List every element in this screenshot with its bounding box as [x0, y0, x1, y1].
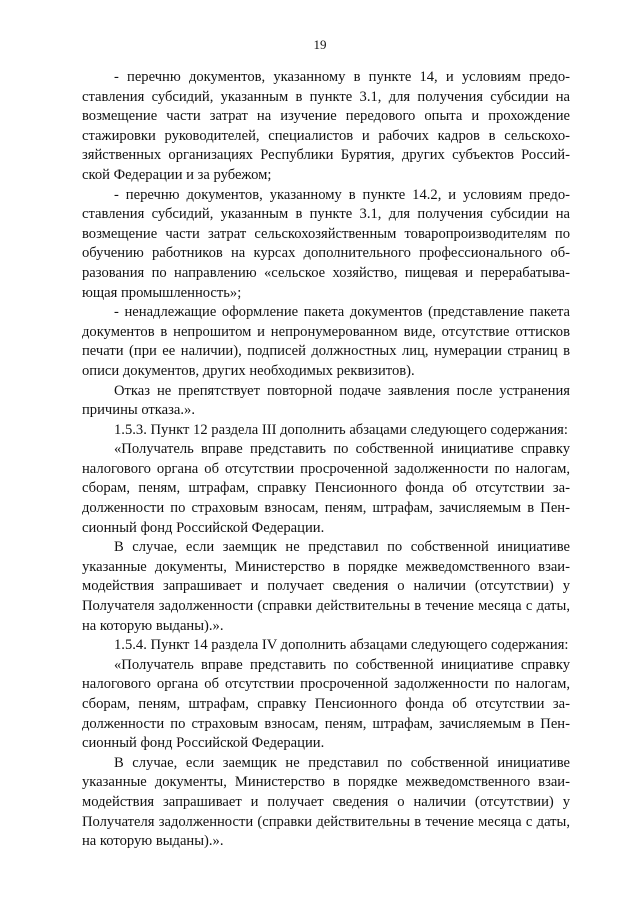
- paragraph-refusal-note: Отказ не препятствует повторной подаче заявления после устранения причины отказа.».: [82, 382, 570, 419]
- paragraph-clause-1-5-3: 1.5.3. Пункт 12 раздела III дополнить абзацами следующего содержания:: [114, 421, 568, 438]
- paragraph-clause-1-5-4: 1.5.4. Пункт 14 раздела IV дополнить абзацами следующего содержания:: [114, 637, 569, 654]
- paragraph-list-item-3: - ненадлежащие оформление пакета документов (представление пакета документов в непрошитом и непронумерованном виде, отсутствие оттисков печати (при ее наличии), подписей должностных лиц, нумерации страниц в описи документов, других необходимых реквизитов).: [82, 304, 570, 379]
- paragraph-clause-1-5-4-text-2: В случае, если заемщик не представил по собственной инициативе указанные документы, Министерство в порядке межведомственного взаимодействия запрашивает и получает сведения о наличии (отсутствии) у Получателя задолженности (справки действительны в течение месяца с даты, на которую выданы).».: [82, 754, 570, 850]
- paragraph-list-item-2: - перечню документов, указанному в пункте 14.2, и условиям предоставления субсидий, указанным в пункте 3.1, для получения субсидии на возмещение части затрат сельскохозяйственным товаропроизводителям по обучению работников на курсах дополнительного профессионального образования по направлению «сельское хозяйство, пищевая и перерабатывающая промышленность»;: [82, 186, 570, 301]
- page-number: 19: [313, 37, 327, 52]
- paragraph-clause-1-5-3-text-2: В случае, если заемщик не представил по собственной инициативе указанные документы, Министерство в порядке межведомственного взаимодействия запрашивает и получает сведения о наличии (отсутствии) у Получателя задолженности (справки действительны в течение месяца с даты, на которую выданы).».: [82, 539, 570, 634]
- document-body: [82, 68, 570, 852]
- paragraph-clause-1-5-3-text-1: «Получатель вправе представить по собственной инициативе справку налогового органа об отсутствии просроченной задолженности по налогам, сборам, пеням, штрафам, справку Пенсионного фонда об отсутствии задолженности по страховым взносам, пеням, штрафам, зачисляемым в Пенсионный фонд Российской Федерации.: [82, 441, 570, 536]
- paragraph-clause-1-5-4-text-1: «Получатель вправе представить по собственной инициативе справку налогового органа об отсутствии просроченной задолженности по налогам, сборам, пеням, штрафам, справку Пенсионного фонда об отсутствии задолженности по страховым взносам, пеням, штрафам, зачисляемым в Пенсионный фонд Российской Федерации.: [82, 656, 570, 752]
- paragraph-list-item-1: - перечню документов, указанному в пункте 14, и условиям предоставления субсидий, указанным в пункте 3.1, для получения субсидии на возмещение части затрат на изучение передового опыта и прохождение стажировки руководителей, специалистов и рабочих кадров в сельскохозяйственных организациях Республики Бурятия, других субъектов Российской Федерации и за рубежом;: [82, 69, 570, 183]
